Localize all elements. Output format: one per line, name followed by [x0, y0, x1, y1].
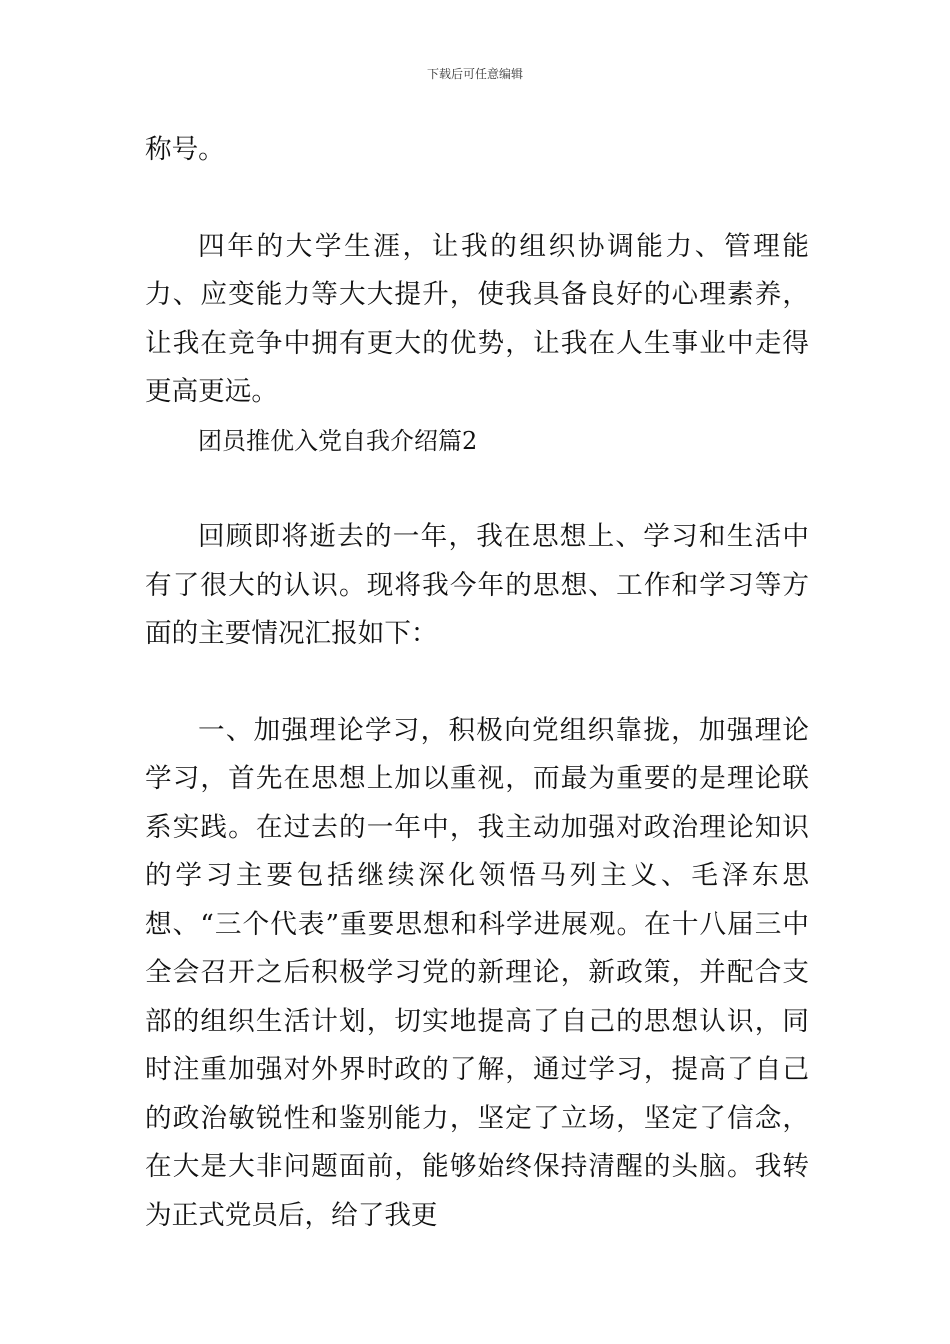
paragraph-review-intro: 回顾即将逝去的一年，我在思想上、学习和生活中有了很大的认识。现将我今年的思想、工作和学习等方面的主要情况汇报如下：: [145, 521, 809, 649]
paragraph-continuation: 称号。: [145, 134, 225, 165]
page-header: 下载后可任意编辑: [426, 67, 523, 81]
section-heading: 团员推优入党自我介绍篇2: [198, 426, 478, 455]
paragraph-theory-study: 一、加强理论学习，积极向党组织靠拢，加强理论学习，首先在思想上加以重视，而最为重要的是理论联系实践。在过去的一年中，我主动加强对政治理论知识的学习主要包括继续深化领悟马列主义、毛泽东思想、“三个代表”重要思想和科学进展观。在十八届三中全会召开之后积极学习党的新理论，新政策，并配合支部的组织生活计划，切实地提高了自己的思想认识，同时注重加强对外界时政的了解，通过学习，提高了自己的政治敏锐性和鉴别能力，坚定了立场，坚定了信念，在大是大非问题面前，能够始终保持清醒的头脑。我转为正式党员后，给了我更: [145, 714, 809, 1231]
document-body: [145, 126, 809, 1240]
paragraph-university-summary: 四年的大学生涯，让我的组织协调能力、管理能力、应变能力等大大提升，使我具备良好的心理素养，让我在竞争中拥有更大的优势，让我在人生事业中走得更高更远。: [145, 230, 809, 407]
